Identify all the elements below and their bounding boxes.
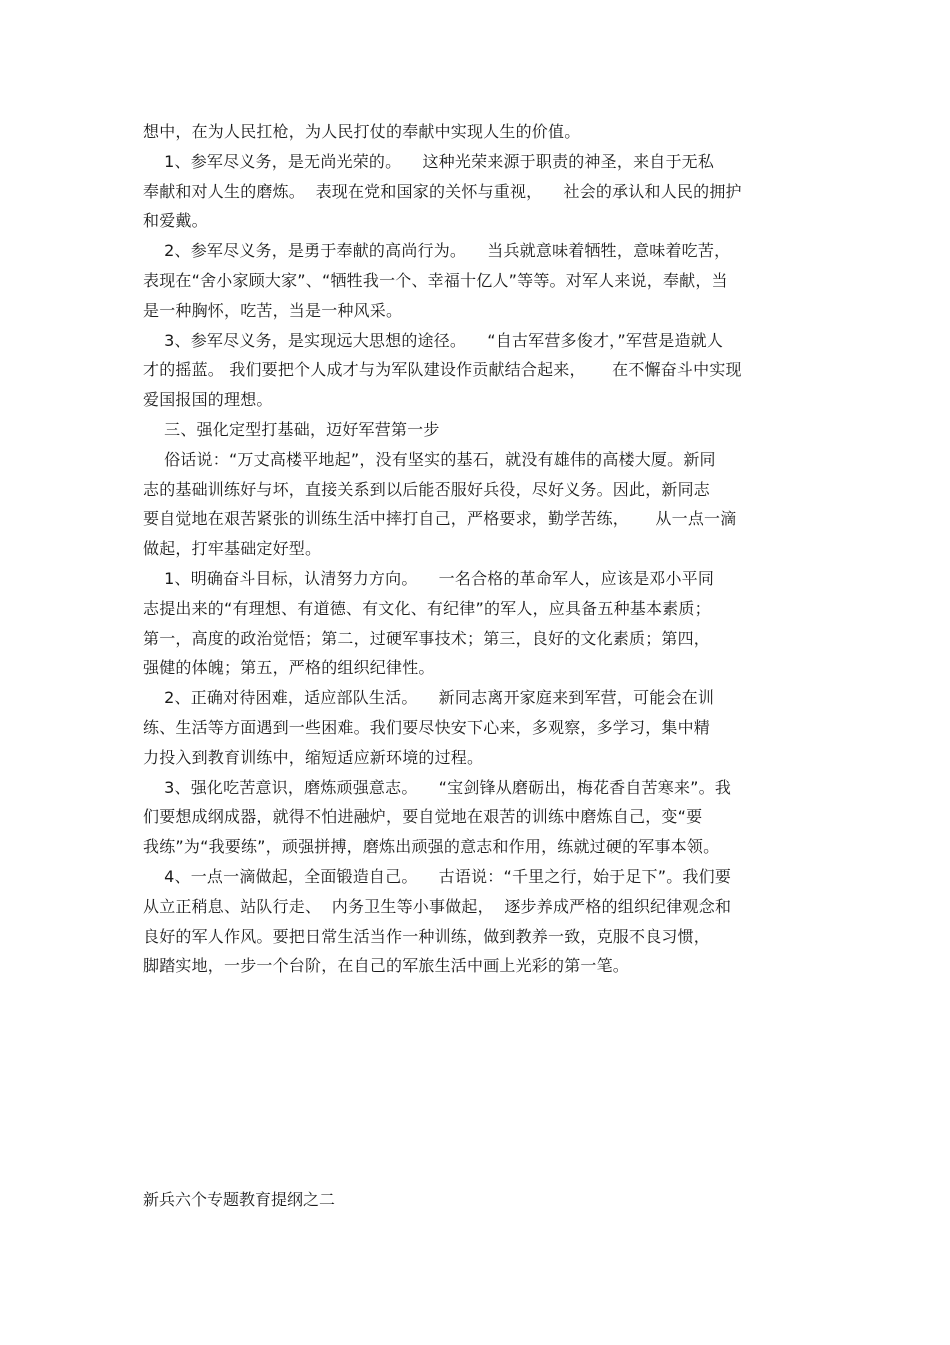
- text-line: 1、明确奋斗目标，认清努力方向。 一名合格的革命军人，应该是邓小平同: [143, 569, 715, 588]
- text-line: 我练”为“我要练”，顽强拼搏，磨炼出顽强的意志和作用，练就过硬的军事本领。: [143, 837, 720, 856]
- text-line: 第一，高度的政治觉悟；第二，过硬军事技术；第三，良好的文化素质；第四，: [143, 629, 711, 648]
- text-line: 良好的军人作风。要把日常生活当作一种训练，做到教养一致，克服不良习惯，: [143, 927, 711, 946]
- text-line: 俗话说：“万丈高楼平地起”，没有坚实的基石，就没有雄伟的高楼大厦。新同: [143, 450, 716, 469]
- text-line: 是一种胸怀，吃苦，当是一种风采。: [143, 301, 403, 320]
- text-line: 要自觉地在艰苦紧张的训练生活中摔打自己，严格要求，勤学苦练， 从一点一滴: [143, 509, 737, 528]
- text-line: 做起，打牢基础定好型。: [143, 539, 322, 558]
- text-line: 志提出来的“有理想、有道德、有文化、有纪律”的军人，应具备五种基本素质；: [143, 599, 711, 618]
- text-line: 2、参军尽义务，是勇于奉献的高尚行为。 当兵就意味着牺牲，意味着吃苦，: [143, 241, 731, 260]
- text-line: 三、强化定型打基础，迈好军营第一步: [143, 420, 440, 439]
- text-line: 志的基础训练好与坏，直接关系到以后能否服好兵役，尽好义务。因此，新同志: [143, 480, 711, 499]
- text-line: 才的摇蓝。 我们要把个人成才与为军队建设作贡献结合起来， 在不懈奋斗中实现: [143, 360, 742, 379]
- next-section-title: 新兵六个专题教育提纲之二: [143, 1190, 336, 1209]
- text-line: 3、强化吃苦意识，磨炼顽强意志。 “宝剑锋从磨砺出，梅花香自苦寒来”。我: [143, 778, 732, 797]
- text-line: 爱国报国的理想。: [143, 390, 273, 409]
- text-line: 1、参军尽义务，是无尚光荣的。 这种光荣来源于职责的神圣，来自于无私: [143, 152, 715, 171]
- text-line: 强健的体魄；第五，严格的组织纪律性。: [143, 658, 435, 677]
- text-line: 从立正稍息、站队行走、 内务卫生等小事做起， 逐步养成严格的组织纪律观念和: [143, 897, 732, 916]
- text-line: 和爱戴。: [143, 211, 208, 230]
- text-line: 们要想成纲成器，就得不怕进融炉，要自觉地在艰苦的训练中磨炼自己，变“要: [143, 807, 703, 826]
- text-line: 想中，在为人民扛枪，为人民打仗的奉献中实现人生的价值。: [143, 122, 581, 141]
- text-line: 力投入到教育训练中，缩短适应新环境的过程。: [143, 748, 484, 767]
- text-line: 练、生活等方面遇到一些困难。我们要尽快安下心来，多观察，多学习，集中精: [143, 718, 711, 737]
- text-line: 奉献和对人生的磨炼。 表现在党和国家的关怀与重视， 社会的承认和人民的拥护: [143, 182, 742, 201]
- text-line: 脚踏实地，一步一个台阶，在自己的军旅生活中画上光彩的第一笔。: [143, 956, 630, 975]
- text-line: 4、一点一滴做起，全面锻造自己。 古语说：“千里之行，始于足下”。我们要: [143, 867, 732, 886]
- text-line: 表现在“舍小家顾大家”、“牺牲我一个、幸福十亿人”等等。对军人来说，奉献，当: [143, 271, 728, 290]
- text-line: 2、正确对待困难，适应部队生活。 新同志离开家庭来到军营，可能会在训: [143, 688, 715, 707]
- text-line: 3、参军尽义务，是实现远大思想的途径。 “自古军营多俊才，”军营是造就人: [143, 331, 724, 350]
